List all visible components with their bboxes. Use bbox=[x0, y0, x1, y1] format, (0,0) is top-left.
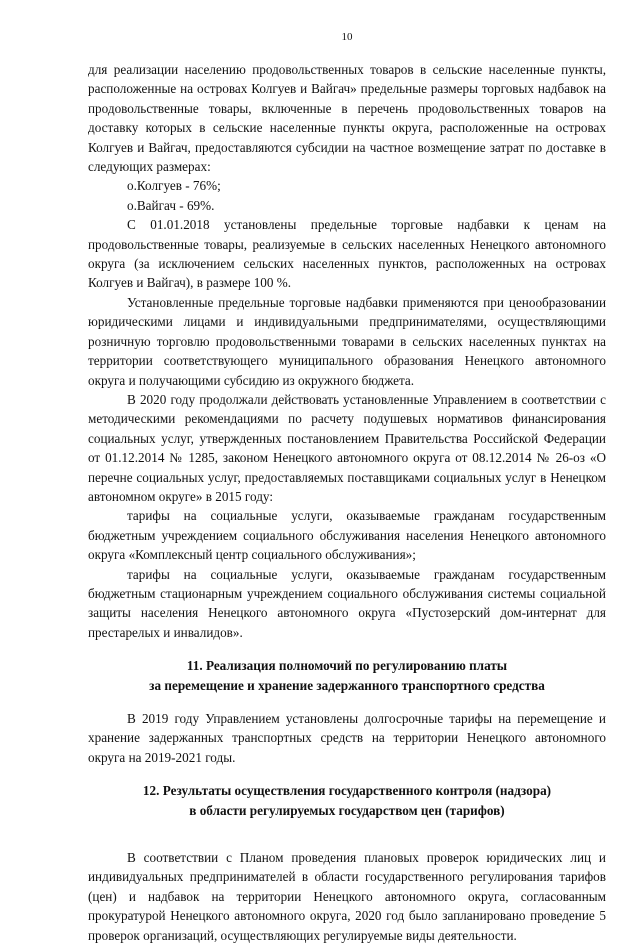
paragraph-inspections-plan: В соответствии с Планом проведения плановых проверок юридических лиц и индивидуальных предпринимателей в области государственного регулирования тарифов (цен) и надбавок на территории Ненецкого автономного округа, согласованным прокуратурой Ненецкого автономного округа, 2020 год было запланировано проведение 5 проверок организаций, осуществляющих регулируемые виды деятельности. bbox=[88, 850, 606, 943]
paragraph-markups-application: Установленные предельные торговые надбавки применяются при ценообразовании юридическими лицами и индивидуальными предпринимателями, осуществляющими розничную торговлю продовольственными товарами в сельских населенных пунктах на территории соответствующего муниципального образования Ненецкого автономного округа и получающими субсидию из окружного бюджета. bbox=[88, 294, 606, 388]
section-heading-12 bbox=[88, 781, 606, 820]
spacer bbox=[88, 834, 606, 848]
document-body bbox=[88, 60, 606, 945]
paragraph-social-tariffs: В 2020 году продолжали действовать установленные Управлением в соответствии с методическими рекомендациями по расчету подушевых нормативов финансирования социальных услуг, утвержденных постановлением Правительства Российской Федерации от 01.12.2014 № 1285, законом Ненецкого автономного округа от 08.12.2014 № 26-оз «О перечне социальных услуг, предоставляемых поставщиками социальных услуг в Ненецком автономном округе» в 2015 году: bbox=[88, 391, 606, 504]
list-item-vaygach: о.Вайгач - 69%. bbox=[127, 197, 215, 213]
paragraph-trade-markups-islands: для реализации населению продовольственных товаров в сельские населенные пункты, расположенные на островах Колгуев и Вайгач» предельные размеры торговых надбавок на продовольственные товары, включенные в перечень продовольственных товаров на доставку которых в сельские населенные пункты округа, расположенные на островах Колгуев и Вайгач, предоставляются субсидии на частное возмещение затрат по доставке в следующих размерах: bbox=[88, 62, 606, 175]
page-number: 10 bbox=[341, 31, 353, 43]
list-item-kolguev: о.Колгуев - 76%; bbox=[127, 178, 221, 194]
paragraph-vehicle-tariffs: В 2019 году Управлением установлены долгосрочные тарифы на перемещение и хранение задержанных транспортных средств на территории Ненецкого автономного округа на 2019-2021 годы. bbox=[88, 711, 606, 765]
section-heading-11-line2: за перемещение и хранение задержанного транспортного средства bbox=[149, 677, 545, 693]
section-heading-12-line1: 12. Результаты осуществления государственного контроля (надзора) bbox=[142, 783, 552, 799]
paragraph-markups-2018: С 01.01.2018 установлены предельные торговые надбавки к ценам на продовольственные товары, реализуемые в сельских населенных Ненецкого автономного округа (за исключением сельских населенных пунктов, расположенных на островах Колгуев и Вайгач), в размере 100 %. bbox=[88, 217, 606, 291]
section-heading-11-line1: 11. Реализация полномочий по регулированию платы bbox=[186, 658, 508, 674]
paragraph-tariffs-center: тарифы на социальные услуги, оказываемые гражданам государственным бюджетным учреждением социального обслуживания населения Ненецкого автономного округа «Комплексный центр социального обслуживания»; bbox=[88, 508, 606, 563]
section-heading-11 bbox=[88, 656, 606, 695]
paragraph-tariffs-home: тарифы на социальные услуги, оказываемые гражданам государственным бюджетным стационарным учреждением социального обслуживания системы социальной защиты населения Ненецкого автономного округа «Пустозерский дом-интернат для престарелых и инвалидов». bbox=[88, 566, 606, 640]
section-heading-12-line2: в области регулируемых государством цен (тарифов) bbox=[189, 802, 505, 818]
